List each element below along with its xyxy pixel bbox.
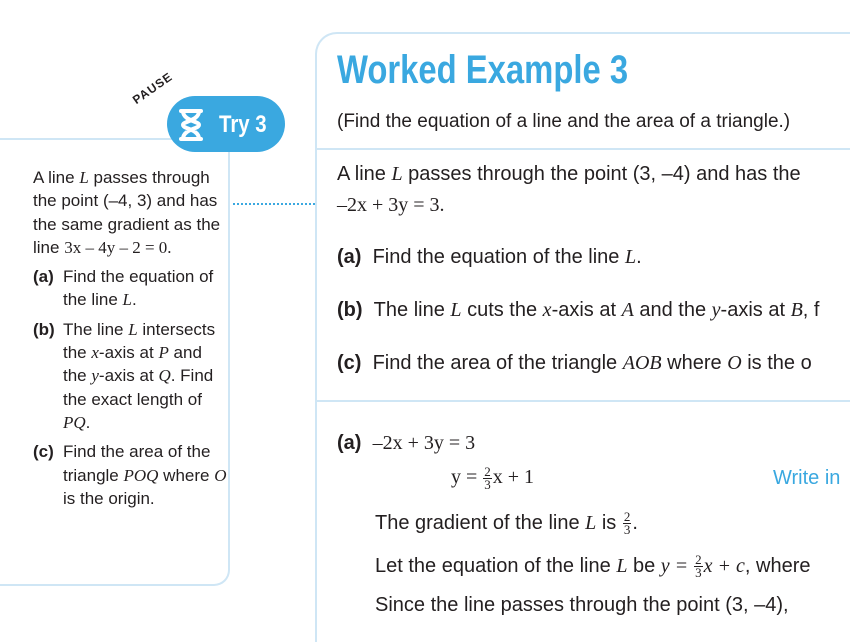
dotted-connector (233, 203, 315, 205)
question-b: (b) The line L cuts the x-axis at A and the y-axis at B, f (337, 299, 820, 321)
worked-example-title: Worked Example 3 (337, 48, 629, 92)
hourglass-icon (173, 106, 209, 149)
solution-since-line: Since the line passes through the point (3, –4), (375, 594, 789, 616)
solution-let-line: Let the equation of the line L be y = $\frac{2}{3}$ x + c, where (375, 552, 811, 580)
pause-label: PAUSE (129, 69, 176, 107)
try-question (33, 166, 228, 510)
try-panel-top-border (0, 138, 175, 140)
question-c: (c) Find the area of the triangle AOB where O is the o (337, 352, 812, 374)
intro-line-1: A line L passes through the point (3, –4) and has the (337, 163, 801, 185)
try-badge (167, 96, 285, 152)
try-part-c: (c) Find the area of the triangle POQ where O is the origin. (33, 442, 227, 508)
divider (317, 400, 850, 402)
worked-example-subtitle: (Find the equation of a line and the area of a triangle.) (337, 111, 791, 132)
divider (317, 148, 850, 150)
solution-gradient-line: The gradient of the line L is $\frac{2}{3}$ . (375, 509, 638, 537)
write-in-note: Write in (773, 467, 841, 489)
solution-a-eq2: y = $\frac{2}{3}$ x + 1 (451, 464, 535, 492)
try-label: Try 3 (219, 111, 267, 138)
intro-line-2: –2x + 3y = 3. (337, 194, 445, 216)
solution-a-eq1: (a) –2x + 3y = 3 (337, 432, 476, 454)
try-part-a: (a) Find the equation of the line L. (33, 267, 214, 310)
question-a: (a) Find the equation of the line L. (337, 246, 642, 268)
try-stem: A line L passes through the point (–4, 3) and has the same gradient as the line 3x – 4y – 2 = 0. (33, 168, 221, 257)
try-part-b: (b) The line L intersects the x-axis at P and the y-axis at Q. Find the exact length of PQ. (33, 319, 216, 432)
